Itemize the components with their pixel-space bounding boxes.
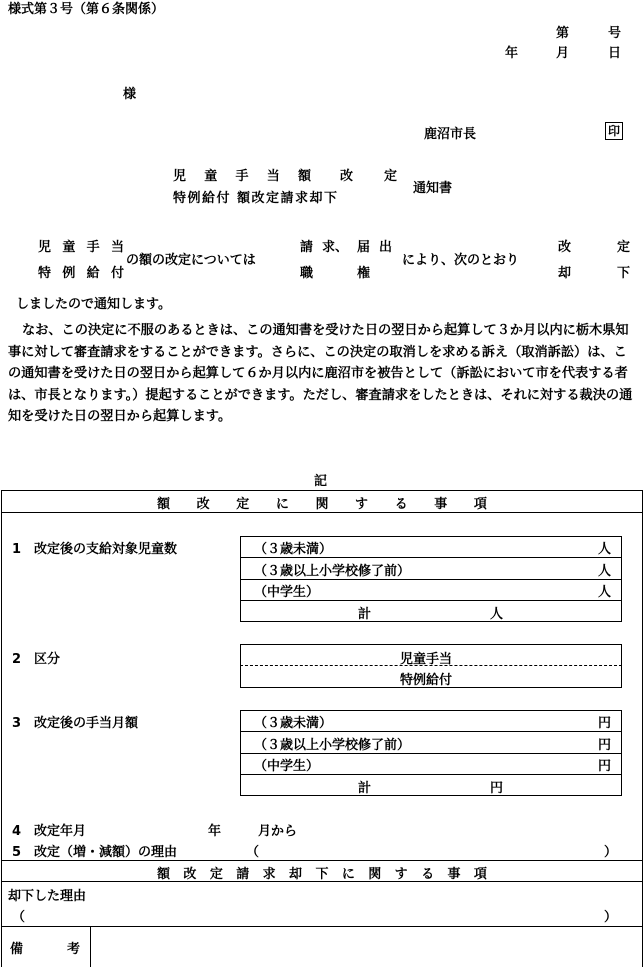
divider [1,512,643,513]
body-closing: しましたので通知します。 [16,297,171,312]
header-char: 項 [473,497,487,512]
item1-row-label: （中学生） [254,585,320,600]
body-char: 当 [110,240,124,255]
body-char: 童 [62,240,76,255]
remarks-char: 備 [10,942,24,957]
title-char: 当 [266,169,280,184]
request-options [300,236,392,255]
header-char: 請 [236,867,250,882]
body-char: 特 [38,266,52,281]
body-char: 却 [558,266,572,281]
item3-label: 3 改定後の手当月額 [12,716,139,731]
title-suffix: 通知書 [413,181,453,196]
title-char: 改 [340,169,354,184]
header-char: 額 [157,867,171,882]
row-divider [240,731,622,732]
item4-year: 年 [208,824,222,839]
header-char: 事 [447,867,461,882]
item3-row-unit: 円 [598,759,612,774]
header-char: 下 [315,867,329,882]
row-divider [240,557,622,558]
row-divider [240,774,622,775]
header-char: 改 [183,867,197,882]
header-char: 関 [315,497,329,512]
header-char: 定 [209,867,223,882]
item1-row-label: （３歳以上小学校修了前） [254,564,411,579]
item4-label: 4 改定年月 [12,824,87,839]
ki-mark: 記 [314,474,328,489]
date-year: 年 [505,46,519,61]
section1-header [157,493,487,512]
doc-number-go: 号 [608,26,622,41]
header-char: 求 [262,867,276,882]
title-char: 児 [173,169,187,184]
header-char: 定 [236,497,250,512]
body-char: 下 [616,266,630,281]
body-char: 求、 [321,240,348,255]
rejection-label: 却下した理由 [8,889,87,904]
item5-label: 5 改定（増・減額）の理由 [12,845,178,860]
header-char: す [394,867,408,882]
header-char: る [421,867,435,882]
item5-close-paren: ） [604,845,618,860]
header-char: 項 [473,867,487,882]
kind-child-allowance [38,236,124,255]
row-divider [240,600,622,601]
title-line1 [173,165,311,184]
divider [1,860,643,861]
addressee-sama: 様 [123,87,137,102]
item1-total-unit: 人 [490,607,504,622]
body-char: 給 [86,266,100,281]
title-change [340,165,397,184]
body-char: 権 [356,266,370,281]
header-char: 改 [196,497,210,512]
header-char: に [275,497,289,512]
date-month: 月 [556,46,570,61]
remarks-char: 考 [66,942,80,957]
body-char: 請 [300,240,314,255]
date-day: 日 [608,46,622,61]
body-char: 届 [356,240,370,255]
title-char: 手 [235,169,249,184]
category-special-benefit: 特例給付 [400,673,453,688]
row-divider [240,579,622,580]
body-connector: の額の改定については [126,253,256,268]
item1-row-label: （３歳未満） [254,542,333,557]
remarks-label [10,938,80,957]
remarks-divider [90,926,91,967]
header-char: 関 [368,867,382,882]
appeal-text: なお、この決定に不服のあるときは、この通知書を受けた日の翌日から起算して３か月以内に栃木県知事に対して審査請求をすることができます。さらに、この決定の取消しを求める訴え（取消訴訟）は、この通知書を受けた日の翌日から起算して６か月以内に鹿沼市を被告として（訴訟において市を代表する者は、市長となります。）提起することができます。ただし、審査請求をしたときは、それに対する裁決の通知を受けた日の翌日から起算します。 [8,323,633,424]
appeal-notice [8,320,636,428]
body-char: 職 [300,266,314,281]
body-char: 例 [62,266,76,281]
header-char: 却 [289,867,303,882]
result-revise [558,236,630,255]
doc-number-dai: 第 [556,26,570,41]
category-child-allowance: 児童手当 [400,652,453,667]
item3-row-unit: 円 [598,738,612,753]
row-divider [240,753,622,754]
item3-total-label: 計 [358,781,372,796]
body-char: 定 [616,240,630,255]
item3-row-label: （中学生） [254,759,320,774]
seal-mark: 印 [605,122,623,140]
body-middle: により、次のとおり [402,253,520,268]
header-char: 額 [157,497,171,512]
item3-total-unit: 円 [490,781,504,796]
title-char: 定 [383,169,397,184]
body-char: 手 [86,240,100,255]
body-char: 付 [110,266,124,281]
header-char: 事 [434,497,448,512]
item3-row-unit: 円 [598,716,612,731]
item1-label: 1 改定後の支給対象児童数 [12,542,178,557]
item2-label: 2 区分 [12,652,61,667]
title-char: 額 [297,169,311,184]
item1-row-unit: 人 [598,542,612,557]
ex-officio-option [300,262,370,281]
item3-row-label: （３歳未満） [254,716,333,731]
rejection-open-paren: （ [12,910,26,925]
form-title: 様式第３号（第６条関係） [8,2,165,17]
header-char: る [394,497,408,512]
section2-header [157,863,487,882]
title-char: 童 [204,169,218,184]
body-char: 改 [558,240,572,255]
item3-row-label: （３歳以上小学校修了前） [254,738,411,753]
header-char: す [355,497,369,512]
item5-open-paren: （ [246,845,260,860]
divider [1,926,643,927]
body-char: 出 [378,240,392,255]
item1-row-unit: 人 [598,585,612,600]
item1-row-unit: 人 [598,564,612,579]
rejection-close-paren: ） [604,910,618,925]
header-char: に [341,867,355,882]
item1-total-label: 計 [358,607,372,622]
body-char: 児 [38,240,52,255]
issuer: 鹿沼市長 [424,127,477,142]
item4-month-from: 月から [258,824,298,839]
title-line2: 特例給付 額改定請求却下 [173,191,339,206]
result-reject [558,262,630,281]
kind-special-benefit [38,262,124,281]
